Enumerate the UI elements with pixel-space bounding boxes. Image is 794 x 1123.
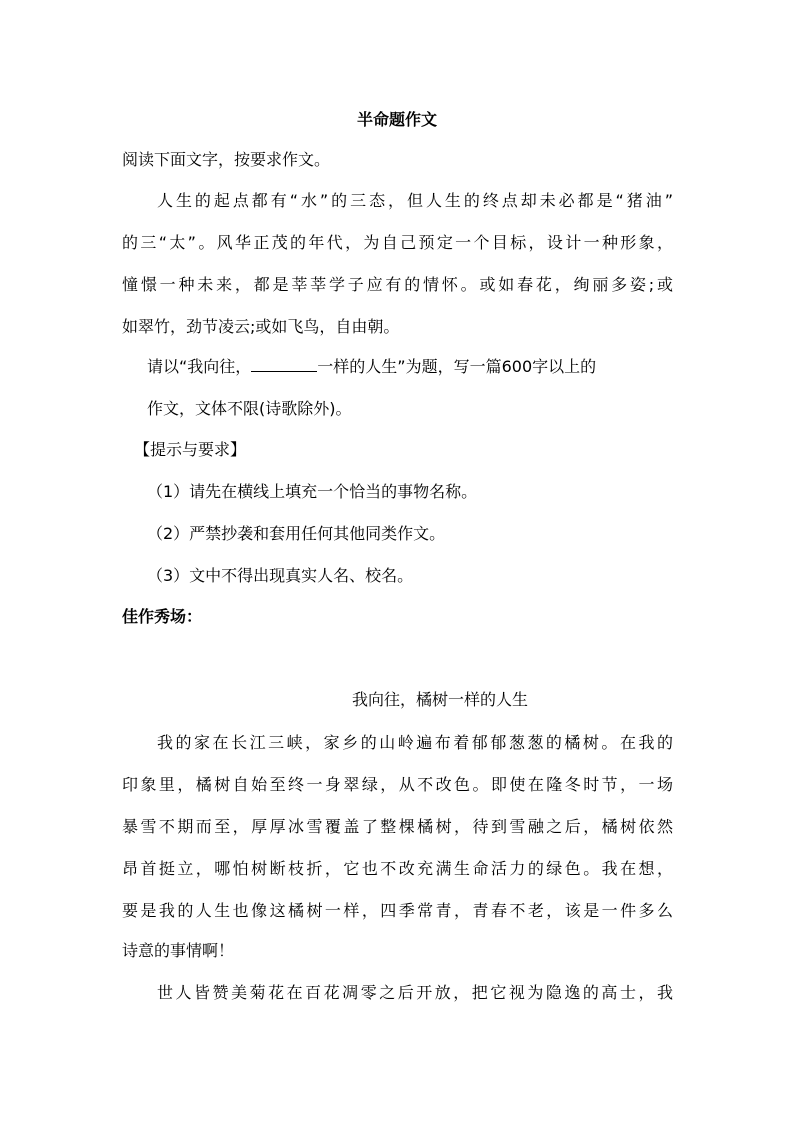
prompt-line-2: 作文，文体不限(诗歌除外)。 bbox=[147, 399, 352, 418]
essay-line-6: 诗意的事情啊！ bbox=[122, 941, 235, 960]
essay-line-5: 要是我的人生也像这橘树一样，四季常青，青春不老，该是一件多么 bbox=[122, 901, 673, 920]
requirement-item: （2）严禁抄袭和套用任何其他同类作文。 bbox=[147, 524, 446, 543]
requirements-header: 【提示与要求】 bbox=[134, 440, 247, 459]
requirement-item: （3）文中不得出现真实人名、校名。 bbox=[147, 566, 414, 585]
essay-line-2: 印象里，橘树自始至终一身翠绿，从不改色。即使在隆冬时节，一场 bbox=[122, 775, 673, 794]
passage-line-2: 的三“太”。风华正茂的年代，为自己预定一个目标，设计一种形象， bbox=[122, 233, 673, 252]
prompt-after-blank: 一样的人生”为题，写一篇600字以上的 bbox=[317, 357, 597, 376]
essay-line-7: 世人皆赞美菊花在百花凋零之后开放，把它视为隐逸的高士，我 bbox=[157, 983, 673, 1002]
showcase-label: 佳作秀场： bbox=[122, 607, 203, 626]
essay-title: 我向往，橘树一样的人生 bbox=[352, 690, 529, 709]
prompt-before-blank: 请以“我向往， bbox=[147, 357, 252, 376]
passage-line-4: 如翠竹，劲节凌云;或如飞鸟，自由朝。 bbox=[122, 317, 400, 336]
passage-line-1: 人生的起点都有“水”的三态，但人生的终点却未必都是“猪油” bbox=[157, 191, 673, 210]
page-title: 半命题作文 bbox=[356, 110, 437, 129]
essay-line-1: 我的家在长江三峡，家乡的山岭遍布着郁郁葱葱的橘树。在我的 bbox=[157, 733, 673, 752]
essay-line-3: 暴雪不期而至，厚厚冰雪覆盖了整棵橘树，待到雪融之后，橘树依然 bbox=[122, 817, 673, 836]
intro-text: 阅读下面文字，按要求作文。 bbox=[122, 150, 331, 169]
passage-line-3: 憧憬一种未来，都是莘莘学子应有的情怀。或如春花，绚丽多姿;或 bbox=[122, 275, 673, 294]
prompt-line-1 bbox=[147, 357, 596, 377]
requirement-item: （1）请先在横线上填充一个恰当的事物名称。 bbox=[147, 482, 478, 501]
essay-line-4: 昂首挺立，哪怕树断枝折，它也不改充满生命活力的绿色。我在想， bbox=[122, 859, 673, 878]
fill-in-blank bbox=[251, 357, 317, 372]
